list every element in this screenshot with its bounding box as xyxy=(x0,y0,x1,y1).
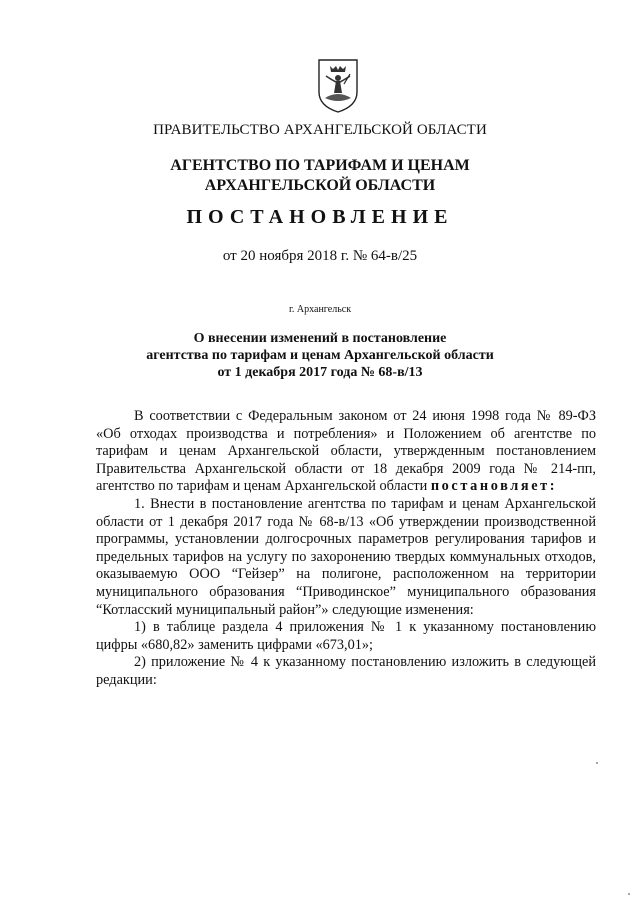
document-city: г. Архангельск xyxy=(288,304,352,315)
item-1-paragraph: 1. Внести в постановление агентства по тарифам и ценам Архангельской области от 1 декабря 2017 года № 68-в/13 «Об утверждении производственной программы, установлении долгосрочных параметров регулирования тарифов и предельных тарифов на услугу по захоронению твердых коммунальных отходов, оказываемую ООО “Гейзер” на полигоне, расположенном на территории муниципального образования “Приводинское” муниципального образования “Котласский муниципальный район”» следующие изменения: xyxy=(96,495,596,618)
agency-name-line-1: АГЕНТСТВО ПО ТАРИФАМ И ЦЕНАМ xyxy=(170,157,470,174)
subject-line-1: О внесении изменений в постановление xyxy=(193,331,447,346)
item-1-subitem-2: 2) приложение № 4 к указанному постановлению изложить в следующей редакции: xyxy=(96,654,596,688)
preamble-paragraph xyxy=(96,408,596,496)
subject-line-3: от 1 декабря 2017 года № 68-в/13 xyxy=(217,365,423,380)
item-1-subitem-1: 1) в таблице раздела 4 приложения № 1 к указанному постановлению цифры «680,82» заменить цифрами «673,01»; xyxy=(96,619,596,653)
arkhangelsk-coat-of-arms-icon xyxy=(316,58,360,114)
subject-line-2: агентства по тарифам и ценам Архангельской области xyxy=(146,348,494,363)
agency-name xyxy=(0,156,640,196)
document-type-title: ПОСТАНОВЛЕНИЕ xyxy=(186,206,454,228)
document-subject xyxy=(0,330,640,381)
government-name: ПРАВИТЕЛЬСТВО АРХАНГЕЛЬСКОЙ ОБЛАСТИ xyxy=(153,122,487,138)
document-body xyxy=(96,408,596,690)
preamble-text: В соответствии с Федеральным законом от 24 июня 1998 года № 89-ФЗ «Об отходах производства и потребления» и Положением об агентстве по тарифам и ценам Архангельской области, утвержденным постановлением Правительства Архангельской области от 18 декабря 2009 года № 214-пп, агентство по тарифам и ценам Архангельской области xyxy=(96,408,596,495)
decree-keyword: постановляет: xyxy=(430,478,558,495)
scan-speck xyxy=(596,762,598,764)
document-date-number: от 20 ноября 2018 г. № 64-в/25 xyxy=(222,248,418,264)
scan-speck xyxy=(628,893,630,895)
agency-name-line-2: АРХАНГЕЛЬСКОЙ ОБЛАСТИ xyxy=(204,177,436,194)
